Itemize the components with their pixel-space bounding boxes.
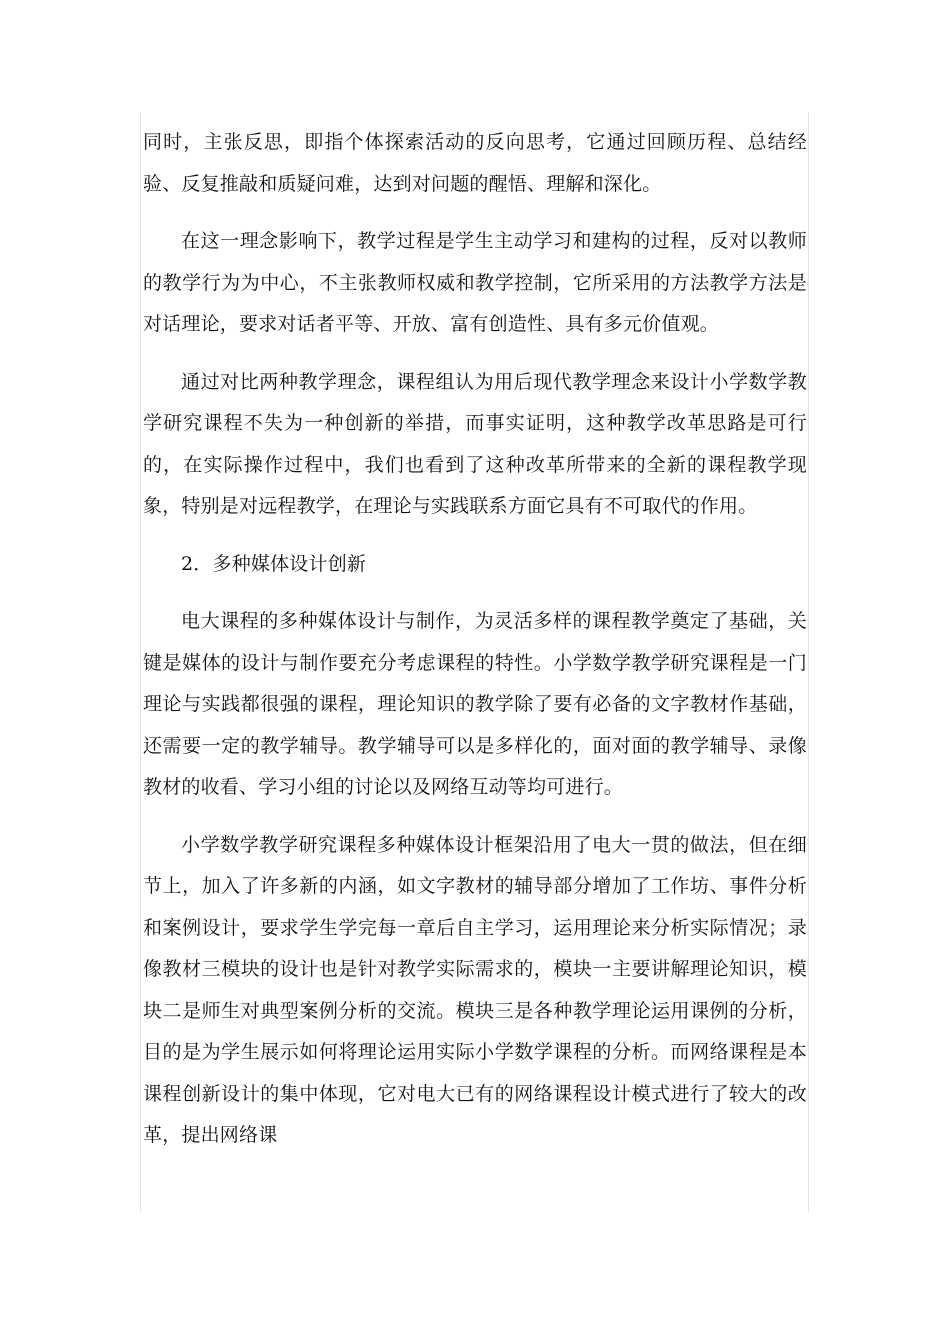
paragraph-media-framework: 小学数学教学研究课程多种媒体设计框架沿用了电大一贯的做法，但在细节上，加入了许多新的内涵，如文字教材的辅导部分增加了工作坊、事件分析和案例设计，要求学生学完每一章后自主学习，运用理论来分析实际情况；录像教材三模块的设计也是针对教学实际需求的，模块一主要讲解理论知识，模块二是师生对典型案例分析的交流。模块三是各种教学理论运用课例的分析，目的是为学生展示如何将理论运用实际小学数学课程的分析。而网络课程是本课程创新设计的集中体现，它对电大已有的网络课程设计模式进行了较大的改革，提出网络课 [143, 833, 807, 1146]
paragraph-reflection: 同时，主张反思，即指个体探索活动的反向思考，它通过回顾历程、总结经验、反复推敲和质疑问难，达到对问题的醒悟、理解和深化。 [143, 131, 807, 195]
document-body [143, 122, 807, 1157]
paragraph-teaching-process: 在这一理念影响下，教学过程是学生主动学习和建构的过程，反对以教师的教学行为为中心，不主张教师权威和教学控制，它所采用的方法教学方法是对话理论，要求对话者平等、开放、富有创造性、具有多元价值观。 [143, 230, 807, 335]
right-margin-rule [808, 112, 809, 1212]
paragraph-comparison: 通过对比两种教学理念，课程组认为用后现代教学理念来设计小学数学教学研究课程不失为一种创新的举措，而事实证明，这种教学改革思路是可行的，在实际操作过程中，我们也看到了这种改革所带来的全新的课程教学现象，特别是对远程教学，在理论与实践联系方面它具有不可取代的作用。 [143, 370, 807, 517]
paragraph-media-production: 电大课程的多种媒体设计与制作，为灵活多样的课程教学奠定了基础，关键是媒体的设计与制作要充分考虑课程的特性。小学数学教学研究课程是一门理论与实践都很强的课程，理论知识的教学除了要有必备的文字教材作基础，还需要一定的教学辅导。教学辅导可以是多样化的，面对面的教学辅导、录像教材的收看、学习小组的讨论以及网络互动等均可进行。 [143, 610, 807, 798]
section-heading-media-design: 2．多种媒体设计创新 [181, 552, 367, 575]
left-margin-rule [140, 112, 141, 1212]
